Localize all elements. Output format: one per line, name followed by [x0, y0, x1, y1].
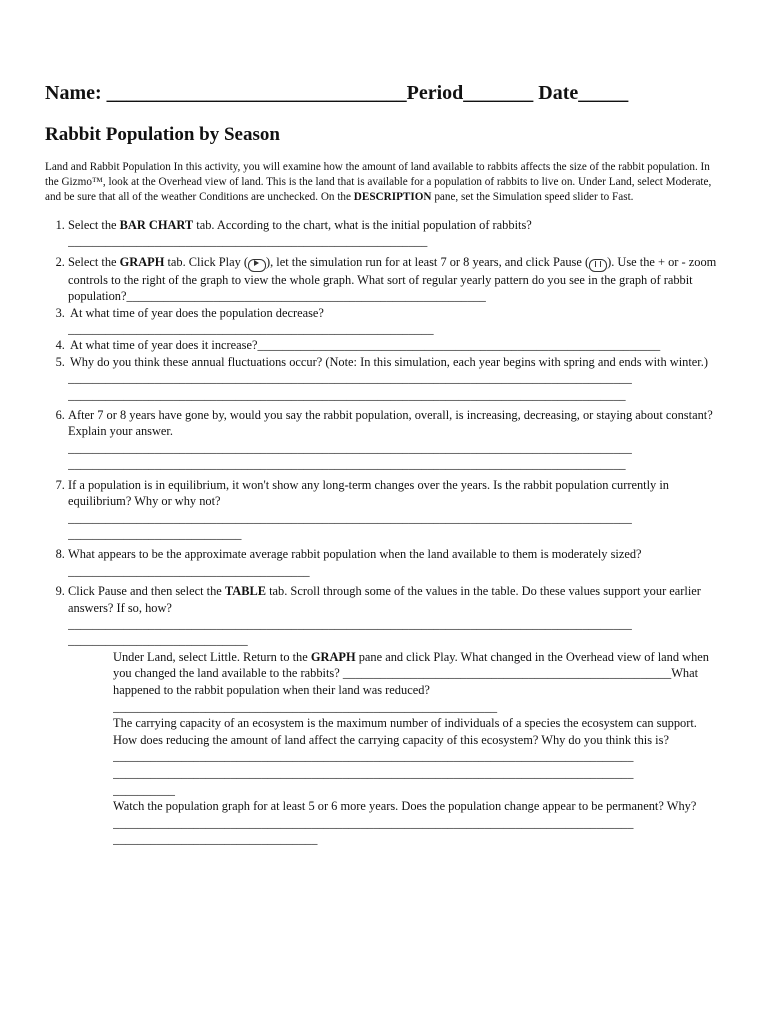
answer-blank: ___________________________________________________________________________________________: [68, 440, 632, 455]
period-label: Period: [406, 82, 464, 104]
question-5: 5. Why do you think these annual fluctuations occur? (Note: In this simulation, each year begins with spring and ends with winter.) ___________________________________________________________________________________________ __________________________________________________________________________________________: [68, 354, 723, 403]
answer-blank: __________________________________________________________________________________________: [68, 387, 626, 402]
answer-blank: ____________________________: [68, 526, 242, 541]
answer-blank: __________________________________________________________: [68, 234, 428, 249]
answer-blank: ___________________________________________________________________________________________: [68, 371, 632, 386]
name-label: Name:: [45, 82, 102, 104]
name-blank: ______________________________: [106, 82, 407, 104]
date-label: Date: [538, 82, 579, 104]
period-blank: _______: [463, 82, 534, 104]
question-8: 8. What appears to be the approximate average rabbit population when the land available to them is moderately sized? _______________________________________: [68, 546, 723, 579]
answer-blank: ____________________________________________________________________________________: [113, 765, 634, 780]
question-1: 1. Select the BAR CHART tab. According to the chart, what is the initial population of rabbits? __________________________________________________________: [68, 217, 723, 250]
student-info-header: [45, 78, 723, 108]
extension-little-land: Under Land, select Little. Return to the GRAPH pane and click Play. What changed in the Overhead view of land when you changed the land available to the rabbits? _____________________________________________________What happened to the rabbit population when their land was reduced? ______________________________________________________________: [113, 649, 723, 715]
pause-icon: [589, 259, 607, 272]
answer-blank: _______________________________________: [68, 563, 310, 578]
answer-blank: _____________________________: [68, 633, 248, 648]
answer-blank: ______________________________________________________________: [113, 699, 498, 714]
question-6: 6. After 7 or 8 years have gone by, would you say the rabbit population, overall, is increasing, decreasing, or staying about constant? Explain your answer. ___________________________________________________________________________________________ __________________________________________________________________________________________: [68, 407, 723, 473]
question-9: 9. Click Pause and then select the TABLE tab. Scroll through some of the values in the table. Do these values support your earlier answers? If so, how? ___________________________________________________________________________________________ _____________________________: [68, 583, 723, 649]
answer-blank: _________________________________: [113, 832, 318, 847]
question-list: [45, 217, 723, 649]
answer-blank: __________________________________________________________________________________________: [68, 457, 626, 472]
extension-carrying-capacity: The carrying capacity of an ecosystem is the maximum number of individuals of a species the ecosystem can support. How does reducing the amount of land affect the carrying capacity of this ecosystem? Why do you think this is? ____________________________________________________________________________________ ____________________________________________________________________________________ __________: [113, 715, 723, 798]
answer-blank: ___________________________________________________________: [68, 322, 434, 337]
question-2: 2. Select the GRAPH tab. Click Play ( ), let the simulation run for at least 7 or 8 years, and click Pause ( ). Use the + or - zoom controls to the right of the graph to view the whole graph. What sort of regular yearly pattern do you see in the graph of rabbit population?__________________________________________________________: [68, 254, 723, 305]
answer-blank: ____________________________________________________________________________________: [113, 815, 634, 830]
answer-blank: ___________________________________________________________________________________________: [68, 616, 632, 631]
answer-blank: _________________________________________________________________: [257, 338, 661, 353]
play-icon: [248, 259, 266, 272]
worksheet: [45, 78, 723, 848]
answer-blank: ___________________________________________________________________________________________: [68, 510, 632, 525]
question-4: 4. At what time of year does it increase?_________________________________________________________________: [68, 337, 723, 353]
answer-blank: ____________________________________________________________________________________: [113, 749, 634, 764]
extension-section: [113, 649, 723, 848]
answer-blank: __________: [113, 782, 175, 797]
answer-blank: __________________________________________________________: [126, 289, 486, 304]
intro-paragraph: Land and Rabbit Population In this activity, you will examine how the amount of land available to rabbits affects the size of the rabbit population. In the Gizmo™, look at the Overhead view of land. This is the land that is available for a population of rabbits to live on. Under Land, select Moderate, and be sure that all of the weather Conditions are unchecked. On the DESCRIPTION pane, set the Simulation speed slider to Fast.: [45, 161, 712, 203]
question-3: 3. At what time of year does the population decrease? ___________________________________________________________: [68, 305, 723, 338]
date-blank: _____: [578, 82, 629, 104]
question-7: 7. If a population is in equilibrium, it won't show any long-term changes over the years. Is the rabbit population currently in equilibrium? Why or why not? ___________________________________________________________________________________________ ____________________________: [68, 477, 723, 543]
extension-permanence: Watch the population graph for at least 5 or 6 more years. Does the population change appear to be permanent? Why? ____________________________________________________________________________________ _________________________________: [113, 798, 723, 848]
answer-blank: _____________________________________________________: [342, 666, 672, 681]
worksheet-title: Rabbit Population by Season: [45, 124, 280, 145]
